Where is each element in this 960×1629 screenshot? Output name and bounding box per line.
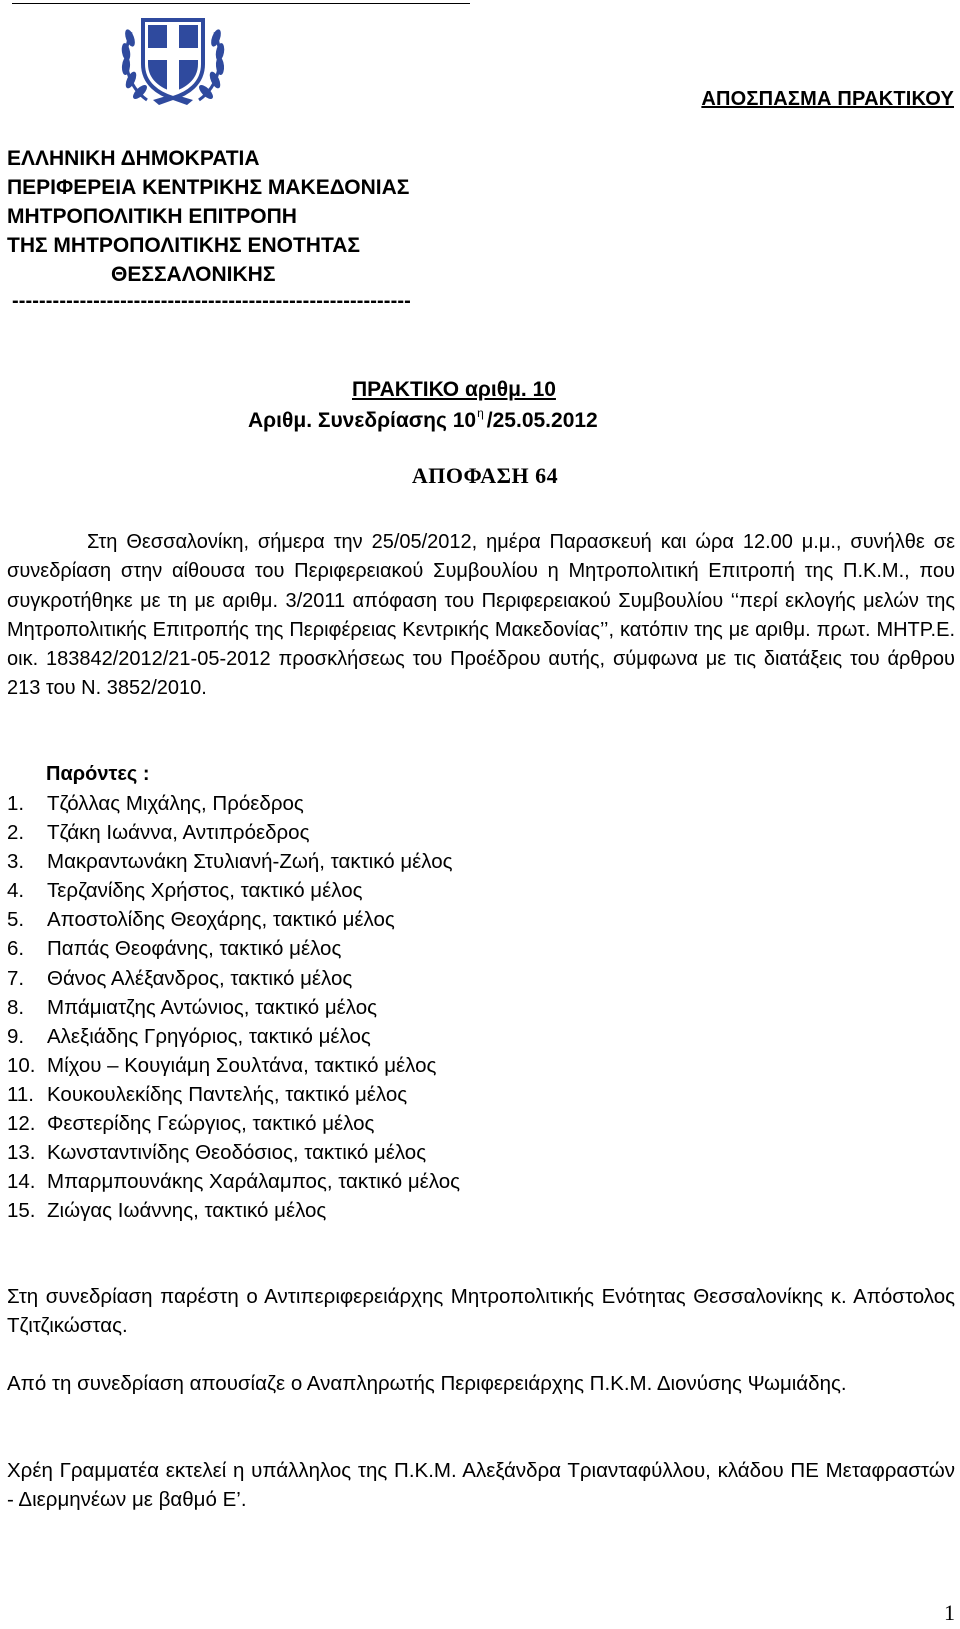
member-item bbox=[7, 789, 460, 818]
session-prefix: Αριθμ. Συνεδρίασης 10 bbox=[248, 409, 477, 432]
session-line bbox=[248, 406, 598, 433]
issuer-block bbox=[7, 144, 409, 289]
attendance-paragraph: Στη συνεδρίαση παρέστη ο Αντιπεριφερειάρχης Μητροπολιτικής Ενότητας Θεσσαλονίκης κ. Απόστολος Τζιτζικώστας. bbox=[7, 1285, 955, 1337]
member-item bbox=[7, 1196, 460, 1225]
member-item bbox=[7, 1167, 460, 1196]
absence-paragraph: Από τη συνεδρίαση απουσίαζε ο Αναπληρωτής Περιφερειάρχης Π.Κ.Μ. Διονύσης Ψωμιάδης. bbox=[7, 1372, 847, 1395]
member-number: 13. bbox=[7, 1141, 36, 1165]
member-number: 5. bbox=[7, 908, 25, 932]
secretary-paragraph: Χρέη Γραμματέα εκτελεί η υπάλληλος της Π.Κ.Μ. Αλεξάνδρα Τριανταφύλλου, κλάδου ΠΕ Μεταφραστών - Διερμηνέων με βαθμό Ε’. bbox=[7, 1459, 955, 1511]
member-item bbox=[7, 847, 460, 876]
member-number: 3. bbox=[7, 850, 25, 874]
member-name: Τζόλλας Μιχάλης, Πρόεδρος bbox=[47, 792, 304, 815]
member-number: 2. bbox=[7, 821, 25, 845]
member-name: Μίχου – Κουγιάμη Σουλτάνα, τακτικό μέλος bbox=[47, 1053, 437, 1077]
member-item bbox=[7, 993, 460, 1022]
member-name: Κωνσταντινίδης Θεοδόσιος, τακτικό μέλος bbox=[47, 1141, 427, 1165]
issuer-line: ΠΕΡΙΦΕΡΕΙΑ ΚΕΝΤΡΙΚΗΣ ΜΑΚΕΔΟΝΙΑΣ bbox=[7, 176, 410, 199]
member-name: Μακραντωνάκη Στυλιανή-Ζωή, τακτικό μέλος bbox=[47, 850, 453, 874]
member-number: 1. bbox=[7, 792, 25, 815]
member-number: 15. bbox=[7, 1199, 36, 1223]
intro-paragraph: Στη Θεσσαλονίκη, σήμερα την 25/05/2012, ημέρα Παρασκευή και ώρα 12.00 μ.μ., συνήλθε σε συνεδρίαση στην αίθουσα του Περιφερειακού Συμβουλίου η Μητροπολιτική Επιτροπή της Π.Κ.Μ., που συγκροτήθηκε με τη με αριθμ. 3/2011 απόφαση του Περιφερειακού Συμβουλίου ‘‘περί εκλογής μελών της Μητροπολιτικής Επιτροπής της Περιφέρειας Κεντρικής Μακεδονίας’’, κατόπιν της με αριθμ. πρωτ. ΜΗΤΡ.Ε. οικ. 183842/2012/21-05-2012 προσκλήσεως του Προέδρου αυτής, σύμφωνα με τις διατάξεις του άρθρου 213 του Ν. 3852/2010. bbox=[7, 531, 955, 700]
member-number: 14. bbox=[7, 1170, 36, 1194]
member-item bbox=[7, 964, 460, 993]
member-name: Παπάς Θεοφάνης, τακτικό μέλος bbox=[47, 937, 342, 961]
top-rule bbox=[12, 3, 470, 4]
member-number: 4. bbox=[7, 879, 25, 903]
member-name: Αλεξιάδης Γρηγόριος, τακτικό μέλος bbox=[47, 1024, 371, 1048]
member-item bbox=[7, 934, 460, 963]
member-number: 6. bbox=[7, 937, 25, 961]
present-heading: Παρόντες : bbox=[46, 763, 150, 785]
member-number: 10. bbox=[7, 1053, 36, 1077]
member-name: Φεστερίδης Γεώργιος, τακτικό μέλος bbox=[47, 1112, 375, 1136]
extract-title: ΑΠΟΣΠΑΣΜΑ ΠΡΑΚΤΙΚΟΥ bbox=[701, 88, 954, 110]
page-number: 1 bbox=[944, 1600, 955, 1625]
greek-state-emblem-icon bbox=[117, 8, 229, 108]
member-name: Μπάμιατζης Αντώνιος, τακτικό μέλος bbox=[47, 995, 377, 1019]
member-name: Τζάκη Ιωάννα, Αντιπρόεδρος bbox=[47, 821, 310, 845]
member-item bbox=[7, 905, 460, 934]
member-item bbox=[7, 1022, 460, 1051]
member-item bbox=[7, 1080, 460, 1109]
member-number: 8. bbox=[7, 995, 25, 1019]
member-name: Μπαρμπουνάκης Χαράλαμπος, τακτικό μέλος bbox=[47, 1170, 461, 1194]
issuer-line: ΘΕΣΣΑΛΟΝΙΚΗΣ bbox=[111, 263, 276, 286]
member-name: Αποστολίδης Θεοχάρης, τακτικό μέλος bbox=[47, 908, 395, 932]
member-number: 11. bbox=[7, 1082, 34, 1106]
member-name: Ζιώγας Ιωάννης, τακτικό μέλος bbox=[47, 1199, 327, 1223]
minutes-number: ΠΡΑΚΤΙΚΟ αριθμ. 10 bbox=[352, 378, 556, 401]
separator-line: ----------------------------------------------------------- bbox=[12, 290, 411, 312]
member-item bbox=[7, 818, 460, 847]
session-superscript: η bbox=[477, 406, 484, 420]
decision-title: ΑΠΟΦΑΣΗ 64 bbox=[411, 463, 559, 488]
session-date: /25.05.2012 bbox=[486, 409, 598, 432]
member-item bbox=[7, 1138, 460, 1167]
member-name: Τερζανίδης Χρήστος, τακτικό μέλος bbox=[47, 879, 363, 903]
member-name: Κουκουλεκίδης Παντελής, τακτικό μέλος bbox=[47, 1082, 408, 1106]
member-number: 12. bbox=[7, 1112, 36, 1136]
member-number: 9. bbox=[7, 1024, 25, 1048]
member-item bbox=[7, 1109, 460, 1138]
issuer-line: ΤΗΣ ΜΗΤΡΟΠΟΛΙΤΙΚΗΣ ΕΝΟΤΗΤΑΣ bbox=[7, 234, 361, 257]
member-item bbox=[7, 876, 460, 905]
members-list bbox=[7, 789, 460, 1225]
member-number: 7. bbox=[7, 966, 25, 990]
member-item bbox=[7, 1051, 460, 1080]
member-name: Θάνος Αλέξανδρος, τακτικό μέλος bbox=[47, 966, 353, 990]
issuer-line: ΜΗΤΡΟΠΟΛΙΤΙΚΗ ΕΠΙΤΡΟΠΗ bbox=[7, 205, 297, 228]
issuer-line: ΕΛΛΗΝΙΚΗ ΔΗΜΟΚΡΑΤΙΑ bbox=[7, 147, 260, 170]
